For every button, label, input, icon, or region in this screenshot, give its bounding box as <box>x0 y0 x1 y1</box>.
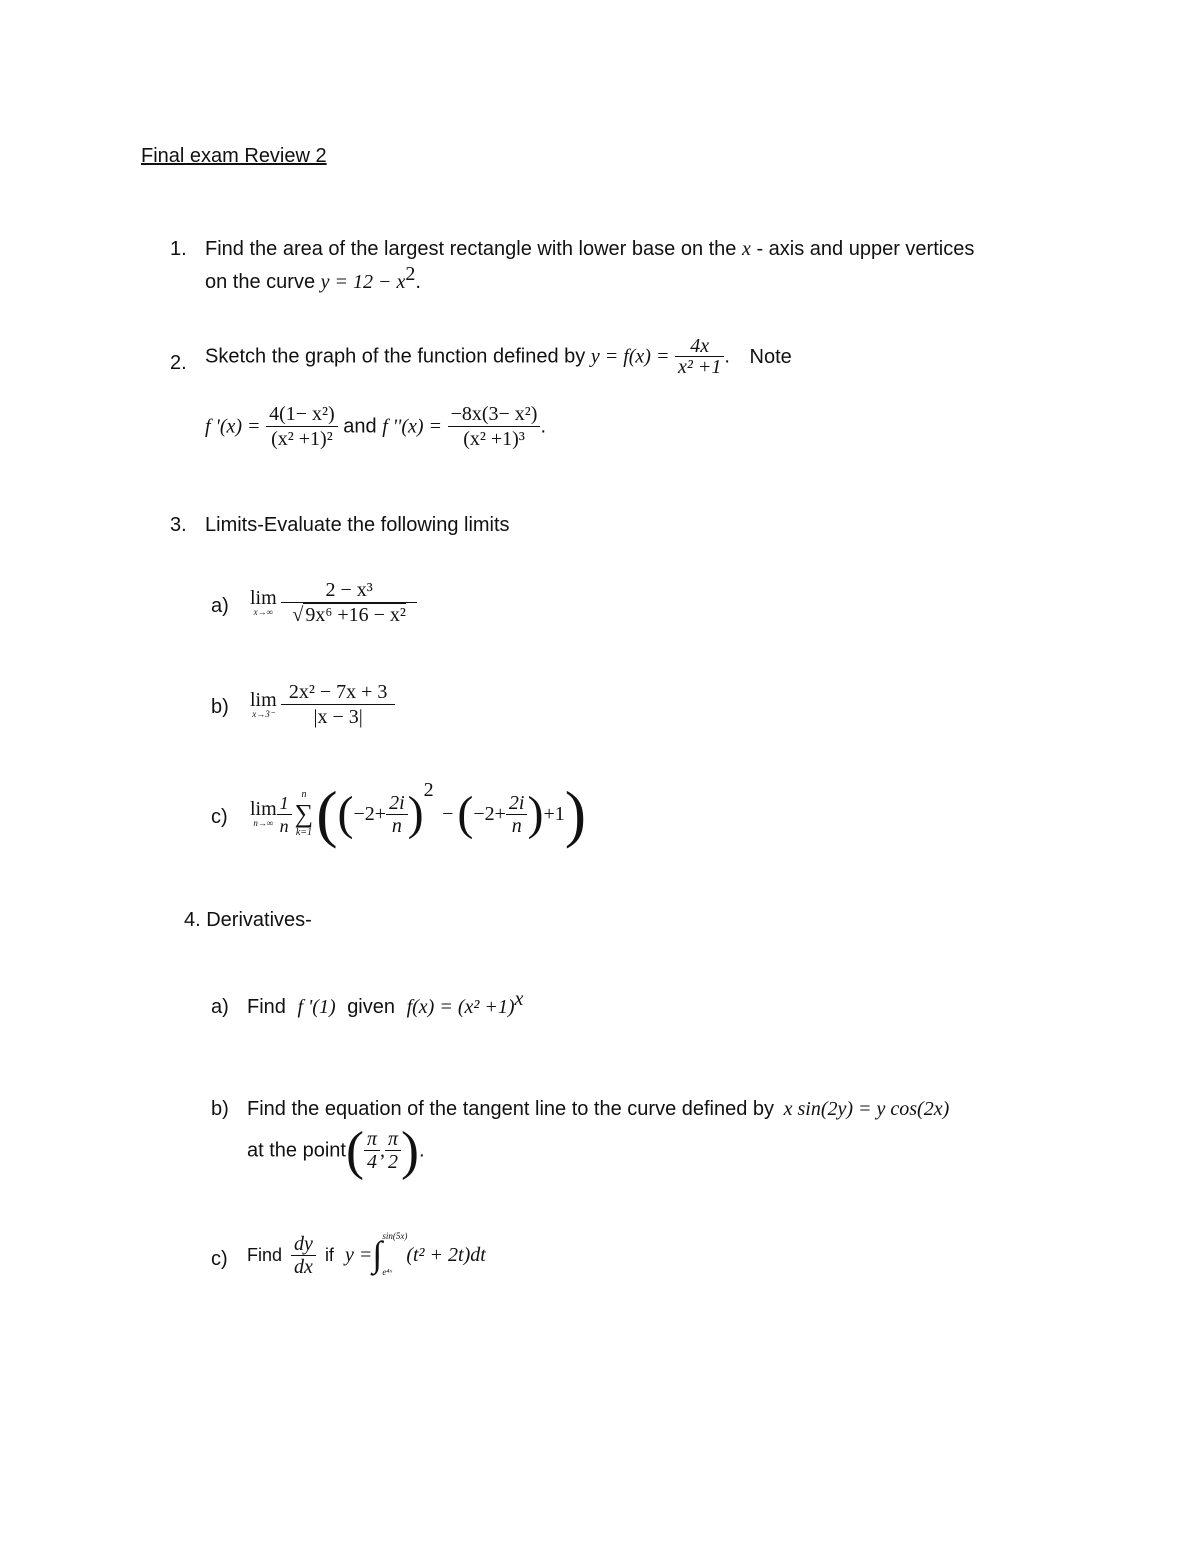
q3c-sum-bottom: k=1 <box>295 827 313 838</box>
q3a-num: 2 − x³ <box>281 578 417 603</box>
q3c-frac2 <box>506 792 528 837</box>
q4c-dy: dy <box>291 1233 316 1256</box>
q3c-sum <box>292 789 317 839</box>
q4b-frac1 <box>364 1128 380 1173</box>
q4c-dydx <box>291 1233 316 1278</box>
q3b-den: |x − 3| <box>313 706 363 728</box>
q3a-expression <box>250 578 417 627</box>
q3c-body2: −2+ <box>473 803 506 825</box>
q3b-label: b) <box>211 696 229 718</box>
q3c-inner-paren-left-1: ( <box>337 787 354 840</box>
q3c-lim-word: lim <box>250 798 277 820</box>
q3c-limit <box>250 800 277 828</box>
q2-lhs: y = f(x) = <box>590 345 670 368</box>
q4a-given: given <box>347 996 395 1018</box>
q1-period: . <box>415 271 421 293</box>
q3b-lim-word: lim <box>250 688 277 711</box>
q4b-line1 <box>247 1098 949 1121</box>
q2-fraction <box>675 336 724 377</box>
q2-fdoubleprime-fraction <box>448 402 541 451</box>
q3a-den: 9x⁶ +16 − x² <box>305 604 406 626</box>
q2-line1 <box>205 336 792 377</box>
q4a-line <box>247 988 524 1019</box>
q4a-fprime1: f '(1) <box>297 996 336 1018</box>
q4b-comma: , <box>379 1139 385 1162</box>
q3c-label: c) <box>211 806 228 828</box>
q3a-den-wrap: √ 9x⁶ +16 − x² <box>292 604 406 626</box>
q3b-lim-sub: x→3⁻ <box>252 708 275 719</box>
q4b-line2 <box>247 1120 425 1181</box>
q1-line2 <box>205 263 421 294</box>
q3a-lim-word: lim <box>250 586 277 609</box>
q2-fdoubleprime-num: −8x(3− x²) <box>448 402 541 427</box>
q4c-find: Find <box>247 1245 283 1265</box>
q2-fdoubleprime-den: (x² +1)³ <box>463 428 525 450</box>
q4c-if: if <box>324 1245 334 1265</box>
q3c-one: 1 <box>277 792 292 815</box>
q3c-frac1-num: 2i <box>386 792 408 815</box>
q3a-label: a) <box>211 595 229 617</box>
page-title: Final exam Review 2 <box>141 145 327 167</box>
q3c-outer-paren-right: ) <box>564 778 587 849</box>
q3c-plus-one: +1 <box>543 803 565 825</box>
q3b-expression <box>250 680 395 729</box>
q3c-lim-sub: n→∞ <box>253 818 274 828</box>
q2-fdoubleprime-lhs: f ''(x) = <box>382 415 443 438</box>
q3b-limit <box>250 688 277 719</box>
q4-heading: 4. Derivatives- <box>184 909 312 931</box>
q2-fprime-fraction <box>266 402 338 451</box>
q4b-equation: x sin(2y) = y cos(2x) <box>783 1098 950 1120</box>
q3c-sum-top: n <box>301 789 307 800</box>
q3c-outer-paren-left: ( <box>316 778 338 849</box>
q3c-frac1 <box>386 792 408 837</box>
q3c-frac1-den: n <box>391 814 402 837</box>
q2-fraction-num: 4x <box>675 336 724 357</box>
q2-fprime-den: (x² +1)² <box>271 428 333 450</box>
q4c-upper-limit: sin(5x) <box>382 1231 408 1241</box>
q3c-square: 2 <box>423 779 434 802</box>
q4b-label: b) <box>211 1098 229 1120</box>
q2-fraction-den: x² +1 <box>678 356 722 378</box>
q3c-inner-paren-left-2: ( <box>457 787 474 840</box>
q4b-text: Find the equation of the tangent line to the curve defined by <box>247 1098 775 1120</box>
q1-text-c: on the curve <box>205 271 316 293</box>
q3a-limit <box>250 586 277 617</box>
q1-line1 <box>205 238 974 261</box>
q2-and: and <box>343 415 377 438</box>
q2-derivatives <box>205 402 546 451</box>
q4b-frac2-num: π <box>385 1128 401 1151</box>
q3c-frac2-den: n <box>511 814 522 837</box>
q4b-frac2 <box>385 1128 401 1173</box>
q1-equation: y = 12 − x <box>320 271 406 293</box>
q1-exponent: 2 <box>405 263 416 285</box>
q3c-frac2-num: 2i <box>506 792 528 815</box>
q1-number: 1. <box>170 238 187 260</box>
q3a-lim-sub: x→∞ <box>253 606 274 617</box>
q4c-lower-limit: e⁴ˣ <box>382 1267 392 1277</box>
q3b-num: 2x² − 7x + 3 <box>281 680 395 705</box>
q1-text-a: Find the area of the largest rectangle with lower base on the <box>205 238 737 260</box>
q2-fprime-lhs: f '(x) = <box>205 415 261 438</box>
q2-text: Sketch the graph of the function defined by <box>205 345 586 368</box>
q2-note: Note <box>749 345 792 368</box>
q3a-fraction <box>281 578 417 627</box>
q3c-inner-paren-right-2: ) <box>527 787 544 840</box>
q4b-at-the-point: at the point <box>247 1139 346 1162</box>
q2-fdoubleprime-period: . <box>540 415 547 438</box>
q4c-line <box>247 1232 486 1278</box>
q4a-exponent: x <box>514 988 524 1010</box>
q4c-integral <box>372 1232 406 1278</box>
q1-var: x <box>742 238 751 260</box>
q4a-label: a) <box>211 996 229 1018</box>
q3-heading: Limits-Evaluate the following limits <box>205 514 510 536</box>
q2-number: 2. <box>170 352 187 374</box>
q4b-paren-right: ) <box>401 1120 419 1181</box>
q4b-frac1-num: π <box>364 1128 380 1151</box>
q4a-function: f(x) = (x² +1) <box>406 996 515 1018</box>
q3c-expression <box>250 778 587 849</box>
q4b-frac1-den: 4 <box>366 1151 377 1173</box>
q3-number: 3. <box>170 514 187 536</box>
q3c-minus: − <box>442 803 454 825</box>
q4c-label: c) <box>211 1248 228 1270</box>
q2-period: . <box>724 345 730 368</box>
q4a-find: Find <box>247 996 286 1018</box>
q3c-n: n <box>279 815 289 836</box>
sigma-icon: ∑ <box>294 799 314 828</box>
q3b-fraction <box>281 680 395 729</box>
q2-fprime-num: 4(1− x²) <box>266 402 338 427</box>
q4c-dx: dx <box>294 1255 313 1278</box>
q4c-integrand: (t² + 2t)dt <box>406 1244 486 1266</box>
q4b-period: . <box>419 1139 425 1162</box>
q4c-lhs: y = <box>344 1244 373 1266</box>
q3c-inner-paren-right-1: ) <box>407 787 424 840</box>
q4b-paren-left: ( <box>345 1120 364 1181</box>
q3c-one-over-n <box>277 792 292 837</box>
q4b-frac2-den: 2 <box>388 1151 398 1173</box>
q1-text-b: - axis and upper vertices <box>756 238 975 260</box>
integral-icon: ∫ <box>372 1234 383 1274</box>
q3c-body1: −2+ <box>353 803 387 825</box>
